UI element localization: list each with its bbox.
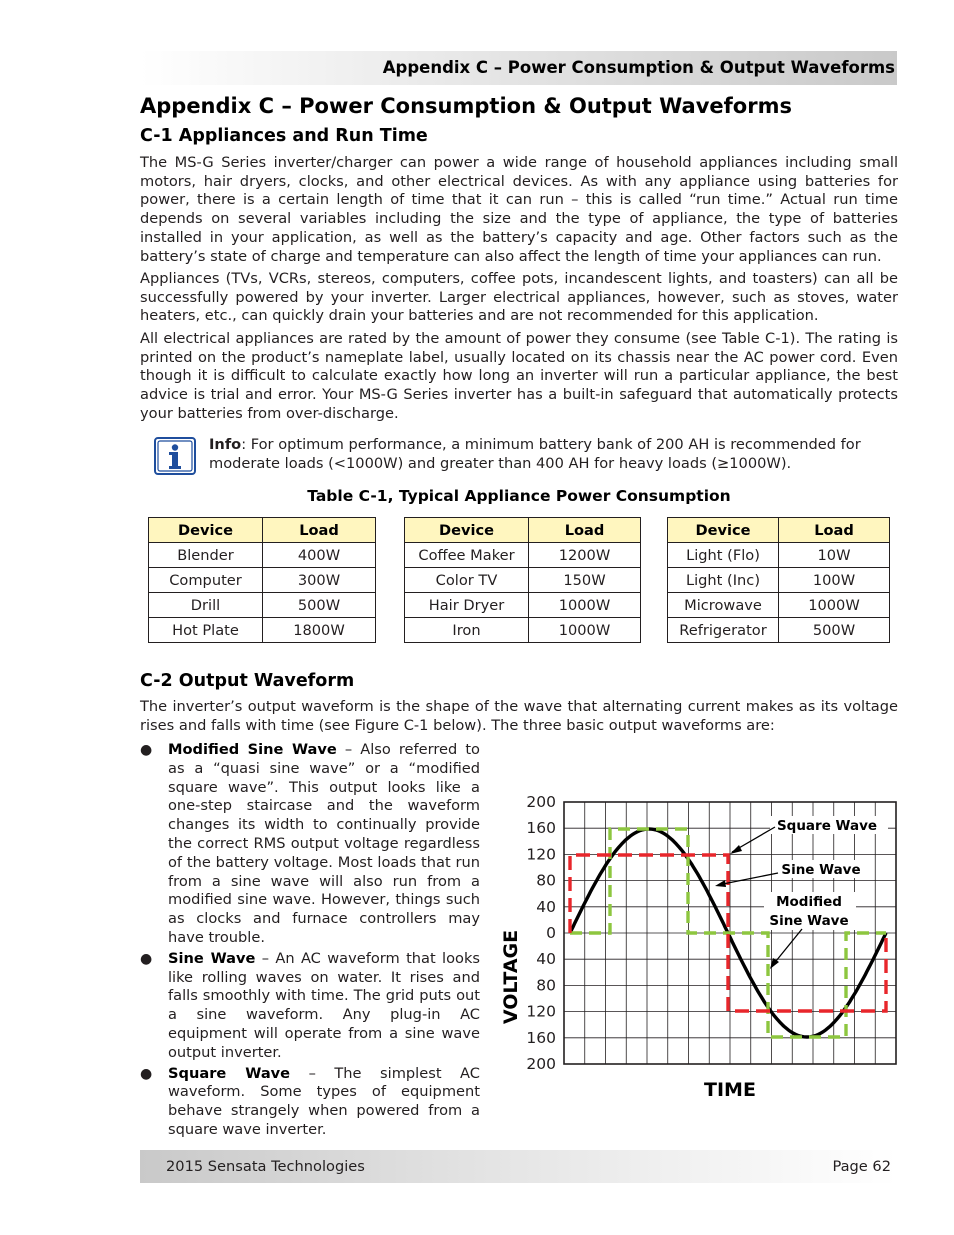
info-note <box>209 435 899 473</box>
figure-y-ticks <box>526 793 556 1073</box>
y-tick-label: 160 <box>526 819 556 838</box>
bullet-text: – Also referred to as a “quasi sine wave” or a “modified square wave”. This output looks like a one-step staircase and the waveform changes its width to continually provide the correct RMS output voltage regardless of the battery voltage. Most loads that run from a sine wave will also run from a modified sine wave. However, things such as clocks and furnace controllers may have trouble. <box>168 741 480 946</box>
list-item: ● Sine Wave – An AC waveform that looks like rolling waves on water. It rises and falls smoothly with time. The grid puts out a sine waveform. Any plug-in AC equipment will operate from a sine wave output inverter. <box>140 949 481 1061</box>
appliance-table-3 <box>667 517 890 643</box>
column-header-device: Device <box>668 518 779 543</box>
label-modified-1: Modified <box>776 894 842 910</box>
load-cell: 1200W <box>529 543 641 568</box>
load-cell: 100W <box>779 568 890 593</box>
y-tick-label: 160 <box>526 1028 556 1047</box>
load-cell: 400W <box>263 543 376 568</box>
paragraph-ratings: All electrical appliances are rated by the amount of power they consume (see Table C-1). The rating is printed on the product’s nameplate label, usually located on its chassis near the AC power cord. Even though it is difficult to calculate exactly how long an inverter will run a particular appliance, the best advice is trial and error. Your MS-G Series inverter has a built-in safeguard that automatically protects your batteries from over-discharge. <box>140 330 898 422</box>
table-row <box>149 618 376 643</box>
device-cell: Light (Inc) <box>668 568 779 593</box>
paragraph-output-waveform: The inverter’s output waveform is the shape of the wave that alternating current makes as its voltage rises and falls with time (see Figure C-1 below). The three basic output waveforms are: <box>140 698 898 734</box>
table-row <box>668 568 890 593</box>
y-tick-label: 200 <box>526 1055 556 1073</box>
column-header-device: Device <box>405 518 529 543</box>
label-square-wave: Square Wave <box>776 818 878 834</box>
label-modified-2: Sine Wave <box>769 913 849 929</box>
device-cell: Refrigerator <box>668 618 779 643</box>
appliance-table-1 <box>148 517 376 643</box>
list-item: ● Square Wave – The simplest AC waveform. Some types of equipment behave strangely when powered from a square wave inverter. <box>140 1064 480 1138</box>
device-cell: Drill <box>149 593 263 618</box>
appliance-table-2 <box>404 517 641 643</box>
y-tick-label: 120 <box>526 845 556 864</box>
waveform-bullet-list <box>140 741 480 1142</box>
load-cell: 300W <box>263 568 376 593</box>
device-cell: Light (Flo) <box>668 543 779 568</box>
y-tick-label: 0 <box>546 924 556 942</box>
page-footer <box>140 1150 897 1183</box>
footer-copyright: 2015 Sensata Technologies <box>166 1158 365 1175</box>
load-cell: 500W <box>779 618 890 643</box>
paragraph-appliances: Appliances (TVs, VCRs, stereos, computers, coffee pots, incandescent lights, and toasters) can all be successfully powered by your inverter. Larger electrical appliances, however, such as stoves, water heaters, etc., can quickly drain your batteries and are not recommended for this application. <box>140 270 898 325</box>
bullet-term: Sine Wave <box>168 949 256 967</box>
y-tick-label: 120 <box>526 1002 556 1021</box>
table-row <box>405 593 641 618</box>
device-cell: Color TV <box>405 568 529 593</box>
device-cell: Coffee Maker <box>405 543 529 568</box>
column-header-load: Load <box>779 518 890 543</box>
header-title: Appendix C – Power Consumption & Output Waveforms <box>382 58 895 77</box>
list-item: ● Modified Sine Wave – Also referred to as a “quasi sine wave” or a “modified square wave”. This output looks like a one-step staircase and the waveform changes its width to continually provide the correct RMS output voltage regardless of the battery voltage. Most loads that run from a sine wave will also run from a modified sine wave. However, things such as clocks and furnace controllers may have trouble. <box>140 741 480 946</box>
figure-y-label: VOLTAGE <box>500 929 522 1025</box>
column-header-device: Device <box>149 518 263 543</box>
table-row <box>668 593 890 618</box>
load-cell: 10W <box>779 543 890 568</box>
info-icon <box>154 437 196 475</box>
table-row <box>668 618 890 643</box>
table-caption: Table C-1, Typical Appliance Power Consumption <box>307 487 731 505</box>
device-cell: Iron <box>405 618 529 643</box>
page-header <box>140 51 897 85</box>
table-row <box>149 543 376 568</box>
bullet-text: – An AC waveform that looks like rolling waves on water. It rises and falls smoothly with time. The grid puts out a sine waveform. Any plug-in AC equipment will operate from a sine wave output inverter. <box>168 949 481 1061</box>
table-row <box>149 568 376 593</box>
paragraph-run-time: The MS-G Series inverter/charger can power a wide range of household appliances including small motors, hair dryers, clocks, and other electrical devices. As with any appliance using batteries for power, there is a certain length of time that it can run – this is called “run time.” Actual run time depends on several variables including the size and the type of appliance, the type of batteries installed in your application, as well as the battery’s capacity and age. Other factors such as the battery’s state of charge and temperature can also affect the length of time your appliances can run. <box>140 154 898 265</box>
table-row <box>668 543 890 568</box>
table-row <box>405 618 641 643</box>
column-header-load: Load <box>263 518 376 543</box>
section-heading-c2: C-2 Output Waveform <box>140 671 355 691</box>
footer-page-number: Page 62 <box>832 1158 891 1175</box>
y-tick-label: 40 <box>536 897 556 916</box>
load-cell: 1000W <box>529 593 641 618</box>
info-text: : For optimum performance, a minimum battery bank of 200 AH is recommended for moderate loads (<1000W) and greater than 400 AH for heavy loads (≥1000W). <box>209 436 861 472</box>
device-cell: Hair Dryer <box>405 593 529 618</box>
y-tick-label: 200 <box>526 793 556 811</box>
load-cell: 150W <box>529 568 641 593</box>
device-cell: Hot Plate <box>149 618 263 643</box>
section-heading-c1: C-1 Appliances and Run Time <box>140 126 428 146</box>
y-tick-label: 80 <box>536 871 556 890</box>
bullet-term: Square Wave <box>168 1064 291 1082</box>
page-title: Appendix C – Power Consumption & Output Waveforms <box>140 94 792 118</box>
label-sine-wave: Sine Wave <box>781 862 861 878</box>
bullet-term: Modified Sine Wave <box>168 741 337 758</box>
load-cell: 1000W <box>779 593 890 618</box>
device-cell: Computer <box>149 568 263 593</box>
table-row <box>405 543 641 568</box>
device-cell: Blender <box>149 543 263 568</box>
load-cell: 1800W <box>263 618 376 643</box>
table-row <box>405 568 641 593</box>
device-cell: Microwave <box>668 593 779 618</box>
waveform-figure <box>496 786 906 1106</box>
load-cell: 1000W <box>529 618 641 643</box>
bullet-text: – The simplest AC waveform. Some types of equipment behave strangely when powered from a square wave inverter. <box>168 1064 480 1138</box>
table-row <box>149 593 376 618</box>
info-label: Info <box>209 436 242 453</box>
figure-x-label: TIME <box>704 1079 756 1101</box>
y-tick-label: 80 <box>536 976 556 995</box>
load-cell: 500W <box>263 593 376 618</box>
column-header-load: Load <box>529 518 641 543</box>
y-tick-label: 40 <box>536 950 556 969</box>
